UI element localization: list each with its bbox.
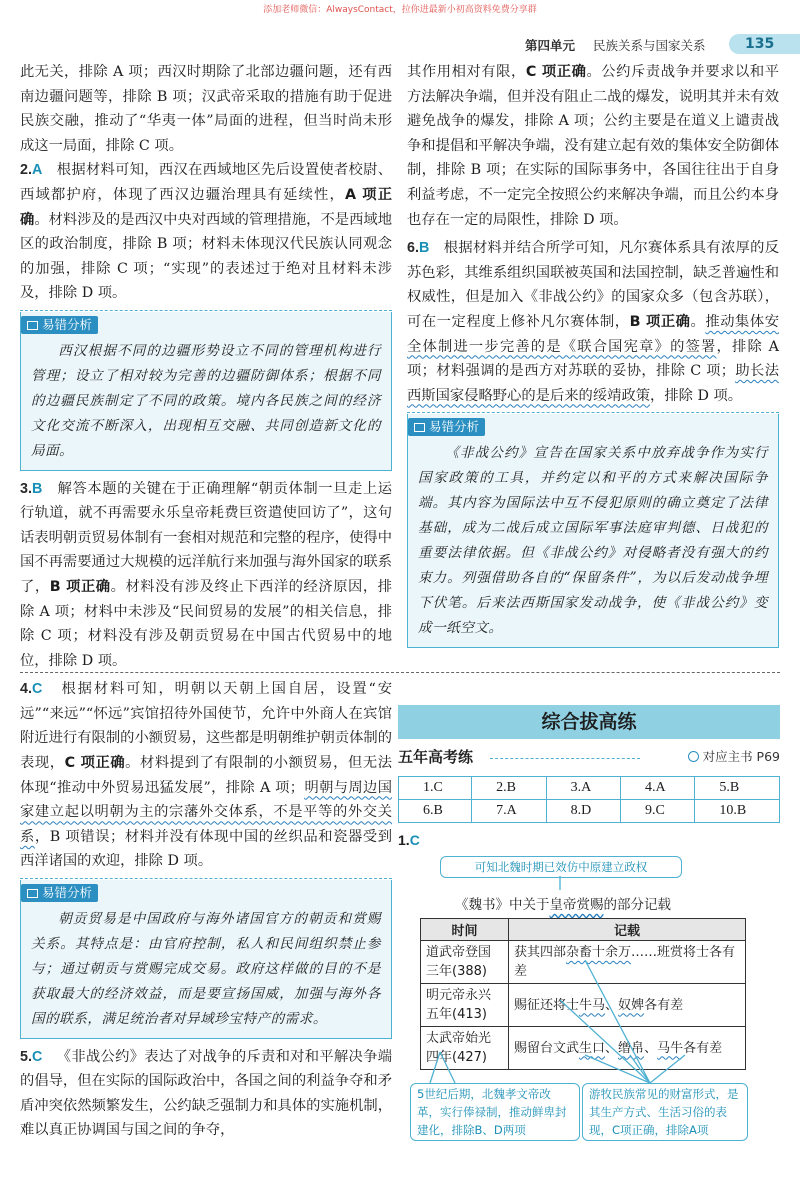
reference: 对应主书 P69 [688, 747, 780, 765]
section-banner [398, 705, 780, 739]
record-cell: 赐征还将士牛马、奴婢各有差 [509, 984, 746, 1027]
table-row [421, 984, 746, 1027]
unit-label: 第四单元 [525, 38, 576, 53]
five-year-title: 五年高考练 [398, 748, 474, 766]
answer-cell: 1.C [399, 777, 472, 800]
answer-item-5 [20, 1045, 392, 1143]
explanation: 根据材料可知，明朝以天朝上国自居，设置“安远”“来远”“怀远”宾馆招待外国使节，允许中外商人在宾馆附近进行有限制的小额贸易，这些都是明朝维护朝贡体制的表现， [20, 681, 392, 772]
underlined-text: 助长法西斯国家侵略野心的是后来的绥靖政策 [407, 363, 779, 404]
table-caption: 《魏书》中关于皇帝赏赐的部分记载 [455, 897, 671, 913]
answer-cell: 9.C [620, 800, 694, 823]
answer-key: B [31, 480, 43, 497]
explanation: 解答本题的关键在于正确理解“朝贡体制一旦走上运行轨道，就不再需要永乐皇帝耗费巨资遣使回访了”，这句话表明朝贡贸易体制有一套相对规范和完整的程序，使得中国不再需要通过大规模的远洋航行来加强与海外国家的联系了， [20, 480, 392, 595]
explanation: 根据材料可知，西汉在西域地区先后设置使者校尉、西域都护府，体现了西汉边疆治理具有延续性， [20, 162, 393, 203]
correct-option: B 项正确 [49, 578, 111, 595]
five-year-header [398, 746, 780, 768]
page-header [525, 34, 800, 54]
item-number: 3. [20, 480, 32, 497]
answer-cell: 5.B [695, 777, 780, 800]
explanation: 《非战公约》表达了对战争的斥责和对和平解决争端的倡导，但在实际的国际政治中，各国之间的利益争夺和矛盾冲突依然频繁发生，公约缺乏强制力和具体的实施机制，难以真正协调国与国之间的争夺， [20, 1048, 393, 1139]
watermark: 添加老师微信：AlwaysContact，拉你进最新小初高资料免费分享群 [263, 5, 537, 15]
divider-line [20, 672, 780, 673]
explanation: 根据材料并结合所学可知，凡尔赛体系具有浓厚的反苏色彩，其维系组织国联被英国和法国控制，缺乏普遍性和权威性，但是加入《非战公约》的国家众多（包含苏联），可在一定程度上修补凡尔赛体制， [407, 240, 780, 330]
time-cell: 道武帝登国三年(388) [421, 941, 509, 984]
explanation: 。材料涉及的是西汉中央对西域的管理措施，不是西域地区的政治制度，排除 B 项；材料未体现汉代民族认同观念的加强，排除 C 项；“实现”的表述过于绝对且材料未涉及，排除 D 项。 [20, 211, 393, 302]
item-number: 6. [407, 240, 419, 257]
answer-key: C [31, 681, 43, 698]
table-row [399, 777, 780, 800]
book-icon [27, 889, 38, 898]
correct-option: B 项正确 [629, 313, 691, 330]
correct-option: A 项正确 [20, 186, 392, 228]
item-number: 5. [20, 1048, 32, 1065]
divider-line [490, 758, 640, 759]
correct-option: C 项正确 [64, 755, 126, 772]
annotation-callout: 5世纪后期，北魏孝文帝改革，实行俸禄制，推动鲜卑封建化，排除B、D两项 [410, 1083, 580, 1141]
answer-key: B [418, 240, 430, 257]
question-1-label: 1.C [398, 832, 420, 848]
table-row [421, 1027, 746, 1070]
record-cell: 获其四部杂畜十余万……班赏将士各有差 [509, 941, 746, 984]
answer-item-6: 6.B 根据材料并结合所学可知，凡尔赛体系具有浓厚的反苏色彩，其维系组织国联被英国和法国控制，缺乏普遍性和权威性，但是加入《非战公约》的国家众多（包含苏联），可在一定程度上修补凡尔赛体制，B 项正确。推动集体安全体制进一步完善的是《联合国宪章》的签署，排除 A 项；材料强调的是西方对苏联的妥协，排除 C 项；助长法西斯国家侵略野心的是后来的绥靖政策，排除 D 项。 [407, 240, 780, 404]
error-analysis-tag: 易错分析 [21, 316, 98, 334]
search-icon [688, 751, 699, 762]
explanation: 。材料提到了有限制的小额贸易，但无法体现“推动中外贸易迅猛发展”，排除 A 项； [20, 755, 392, 796]
answer-cell: 7.A [472, 800, 546, 823]
answer-cell: 10.B [695, 800, 780, 823]
underlined-text: 推动集体安全体制进一步完善的是《联合国宪章》的签署 [407, 313, 780, 355]
answer-key: A [31, 162, 43, 179]
answer-text-continued: 此无关，排除 A 项；西汉时期除了北部边疆问题，还有西南边疆问题等，排除 B 项；汉武帝采取的措施有助于促进民族交融，推动了“华夷一体”局面的进程，但当时尚未形成这一局面，排除 C 项。 [20, 64, 392, 154]
time-cell: 明元帝永兴五年(413) [421, 984, 509, 1027]
time-cell: 太武帝始光四年(427) [421, 1027, 509, 1070]
annotation-callout: 可知北魏时期已效仿中原建立政权 [440, 856, 682, 878]
topic-label: 民族关系与国家关系 [593, 38, 706, 53]
answer-cell: 4.A [620, 777, 694, 800]
book-icon [414, 423, 425, 432]
error-analysis-tag: 易错分析 [21, 884, 98, 902]
answer-table [398, 776, 780, 823]
error-analysis-text: 朝贡贸易是中国政府与海外诸国官方的朝贡和赏赐关系。其特点是：由官府控制，私人和民间组织禁止参与；通过朝贡与赏赐完成交易。政府这样做的目的不是获取最大的经济效益，而是要宣扬国威，加强与海外各国的联系，满足统治者对异域珍宝特产的需求。 [31, 910, 381, 1027]
error-analysis-box [20, 312, 392, 471]
error-analysis-text: 《非战公约》宣告在国家关系中放弃战争作为实行国家政策的工具，并约定以和平的方式来解决国际争端。其内容为国际法中互不侵犯原则的确立奠定了法律基础，成为二战后成立国际军事法庭审判德、日战犯的重要法律依据。但《非战公约》对侵略者没有强大的约束力。列强借助各自的“保留条件”，为以后发动战争埋下伏笔。后来法西斯国家发动战争，使《非战公约》变成一纸空文。 [418, 444, 768, 636]
error-analysis-text: 西汉根据不同的边疆形势设立不同的管理机构进行管理；设立了相对较为完善的边疆防御体系；根据不同的边疆民族制定了不同的政策。境内各民族之间的经济文化交流不断深入，出现相互交融、共同创造新文化的局面。 [31, 342, 381, 459]
item-number: 4. [20, 681, 32, 698]
answer-item-4 [20, 677, 392, 874]
left-column [20, 60, 392, 1143]
right-column [407, 60, 779, 652]
page-number: 135 [729, 34, 800, 54]
annotation-callout: 游牧民族常见的财富形式，是其生产方式、生活习俗的表现，C项正确，排除A项 [582, 1083, 748, 1141]
table-row [421, 941, 746, 984]
underlined-text: 明朝与周边国家建立起以明朝为主的宗藩外交体系，不是平等的外交关系 [20, 779, 392, 845]
answer-cell: 3.A [546, 777, 620, 800]
section-title: 综合拔高练 [541, 711, 637, 733]
error-analysis-box [20, 880, 392, 1039]
table-row [399, 800, 780, 823]
error-analysis-box [407, 414, 779, 648]
explanation: ，B 项错误；材料并没有体现中国的丝织品和瓷器受到西洋诸国的欢迎，排除 D 项。 [20, 828, 392, 870]
answer-cell: 6.B [399, 800, 472, 823]
item-number: 2. [20, 162, 32, 179]
answer-item-2 [20, 158, 392, 306]
column-header: 记载 [509, 919, 746, 941]
error-analysis-tag: 易错分析 [408, 418, 485, 436]
answer-key: C [31, 1048, 43, 1065]
column-header: 时间 [421, 919, 509, 941]
explanation: 。材料没有涉及终止下西洋的经济原因，排除 A 项；材料中未涉及“民间贸易的发展”的相关信息，排除 C 项；材料没有涉及朝贡贸易在中国古代贸易中的地位，排除 D 项。 [20, 578, 393, 669]
answer-text-continued: 其作用相对有限，C 项正确。公约斥责战争并要求以和平方法解决争端，但并没有阻止二战的爆发，说明其并未有效避免战争的爆发，排除 A 项；公约主要是在道义上谴责战争和提倡和平解决争端，没有建立起有效的集体安全防御体制，排除 B 项；在实际的国际事务中，各国往往出于自身利益考虑，不一定完全按照公约来解决争端，而且公约本身也存在一定的局限性，排除 D 项。 [407, 64, 779, 228]
record-table [420, 918, 746, 1070]
answer-item-3 [20, 477, 392, 674]
answer-cell: 8.D [546, 800, 620, 823]
book-icon [27, 321, 38, 330]
answer-cell: 2.B [472, 777, 546, 800]
table-header-row [421, 919, 746, 941]
record-cell: 赐留台文武生口、缯帛、马牛各有差 [509, 1027, 746, 1070]
correct-option: C 项正确 [525, 64, 587, 80]
